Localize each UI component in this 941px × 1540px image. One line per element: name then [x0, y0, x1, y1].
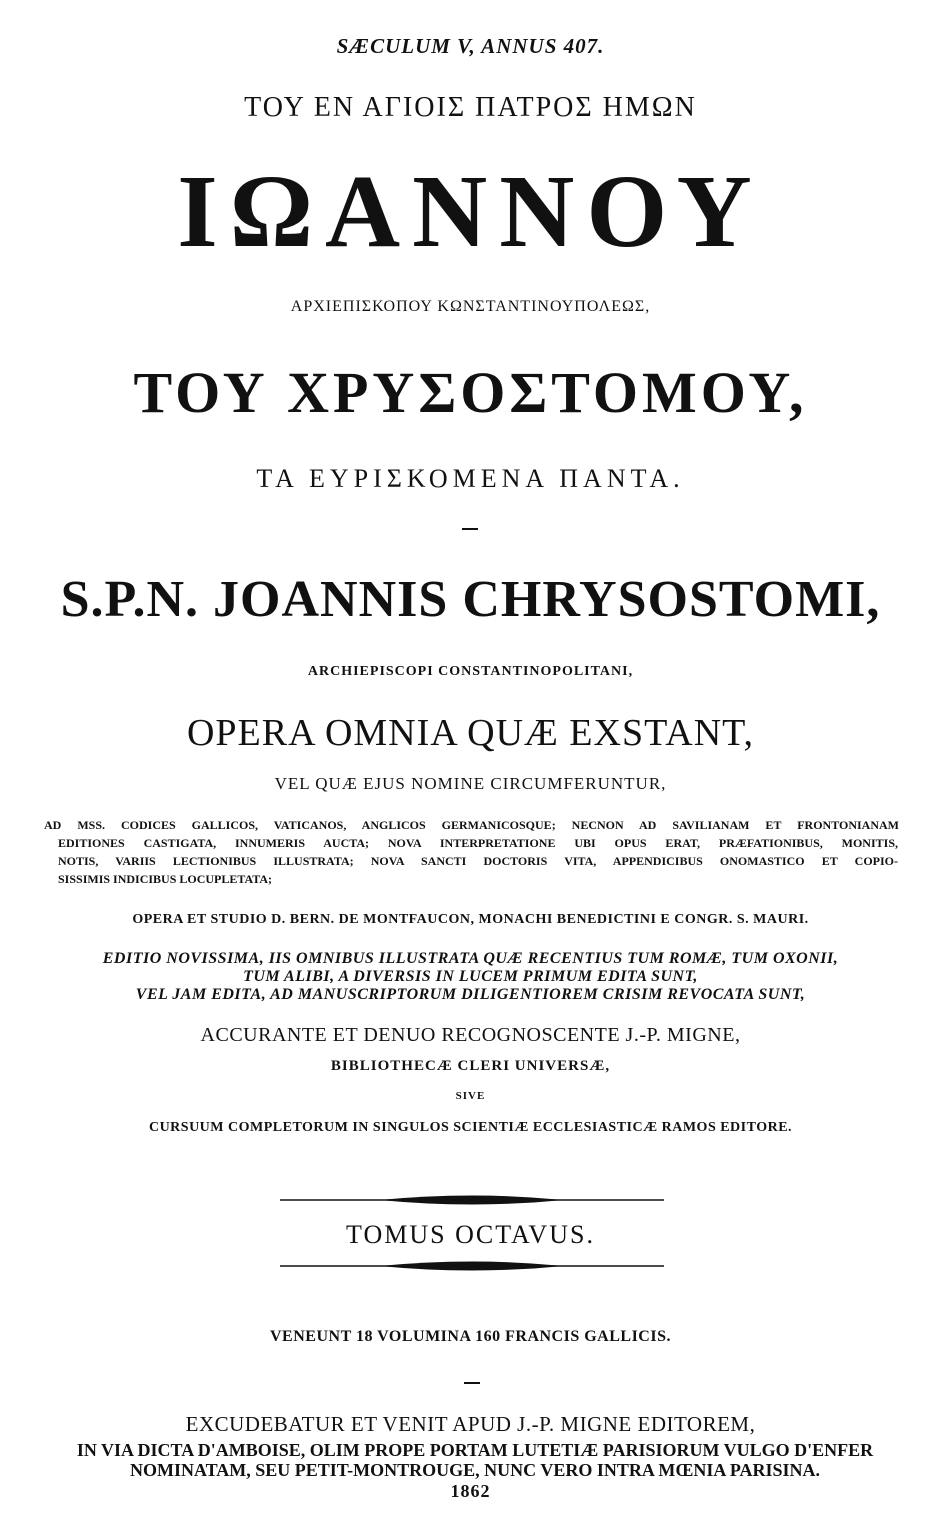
accurante-line: ACCURANTE ET DENUO RECOGNOSCENTE J.-P. MIGNE, — [200, 1024, 741, 1046]
bibliothecae-line: BIBLIOTHECÆ CLERI UNIVERSÆ, — [330, 1058, 611, 1074]
greek-name: ΙΩΑΝΝΟΥ — [177, 154, 764, 269]
latin-main-title: S.P.N. JOANNIS CHRYSOSTOMI, — [60, 571, 881, 628]
veneunt-line: VENEUNT 18 VOLUMINA 160 FRANCIS GALLICIS. — [270, 1328, 671, 1345]
ornamental-rule-top — [280, 1193, 664, 1207]
ornamental-rule-bottom — [280, 1259, 664, 1273]
cursuum-line: CURSUUM COMPLETORUM IN SINGULOS SCIENTIÆ ECCLESIASTICÆ RAMOS EDITORE. — [148, 1120, 793, 1135]
vel-quae-line: VEL QUÆ EJUS NOMINE CIRCUMFERUNTUR, — [274, 774, 667, 793]
greek-title: ΑΡΧΙΕΠΙΣΚΟΠΟΥ ΚΩΝΣΤΑΝΤΙΝΟΥΠΟΛΕΩΣ, — [290, 298, 651, 315]
greek-intro: ΤΟΥ ΕΝ ΑΓΙΟΙΣ ΠΑΤΡΟΣ ΗΜΩΝ — [244, 92, 697, 123]
description-line: AD MSS. CODICES GALLICOS, VATICANOS, ANGLICOS GERMANICOSQUE; NECNON AD SAVILIANAM ET FRONTONIANAM — [44, 818, 899, 832]
tomus-line: TOMUS OCTAVUS. — [346, 1220, 595, 1249]
saeculum-line: SÆCULUM V, ANNUS 407. — [336, 34, 605, 58]
separator-dash — [462, 528, 478, 530]
greek-works: ΤΑ ΕΥΡΙΣΚΟΜΕΝΑ ΠΑΝΤΑ. — [256, 464, 685, 493]
imprint-address-line: IN VIA DICTA D'AMBOISE, OLIM PROPE PORTAM LUTETIÆ PARISIORUM VULGO D'ENFER — [76, 1440, 874, 1460]
description-line: NOTIS, VARIIS LECTIONIBUS ILLUSTRATA; NOVA SANCTI DOCTORIS VITA, APPENDICIBUS ONOMASTICO ET COPIO- — [58, 854, 898, 868]
editio-line: EDITIO NOVISSIMA, IIS OMNIBUS ILLUSTRATA QUÆ RECENTIUS TUM ROMÆ, TUM OXONII, — [102, 950, 839, 967]
editio-line: TUM ALIBI, A DIVERSIS IN LUCEM PRIMUM EDITA SUNT, — [243, 968, 698, 985]
description-line: EDITIONES CASTIGATA, INNUMERIS AUCTA; NOVA INTERPRETATIONE UBI OPUS ERAT, PRÆFATIONIBUS, MONITIS, — [58, 836, 898, 850]
editio-line: VEL JAM EDITA, AD MANUSCRIPTORUM DILIGENTIOREM CRISIM REVOCATA SUNT, — [135, 986, 806, 1003]
imprint-year: 1862 — [450, 1481, 491, 1501]
sive-line: SIVE — [455, 1090, 486, 1102]
separator-dash — [464, 1382, 480, 1384]
archiepiscopi-line: ARCHIEPISCOPI CONSTANTINOPOLITANI, — [307, 664, 634, 679]
opera-et-studio-line: OPERA ET STUDIO D. BERN. DE MONTFAUCON, MONACHI BENEDICTINI E CONGR. S. MAURI. — [132, 912, 809, 927]
greek-surname: ΤΟΥ ΧΡΥΣΟΣΤΟΜΟΥ, — [133, 360, 808, 425]
imprint-address-line: NOMINATAM, SEU PETIT-MONTROUGE, NUNC VERO INTRA MŒNIA PARISINA. — [129, 1460, 821, 1480]
excudebatur-line: EXCUDEBATUR ET VENIT APUD J.-P. MIGNE EDITOREM, — [185, 1412, 756, 1436]
opera-omnia-line: OPERA OMNIA QUÆ EXSTANT, — [186, 712, 755, 754]
description-line: SISSIMIS INDICIBUS LOCUPLETATA; — [58, 872, 273, 886]
